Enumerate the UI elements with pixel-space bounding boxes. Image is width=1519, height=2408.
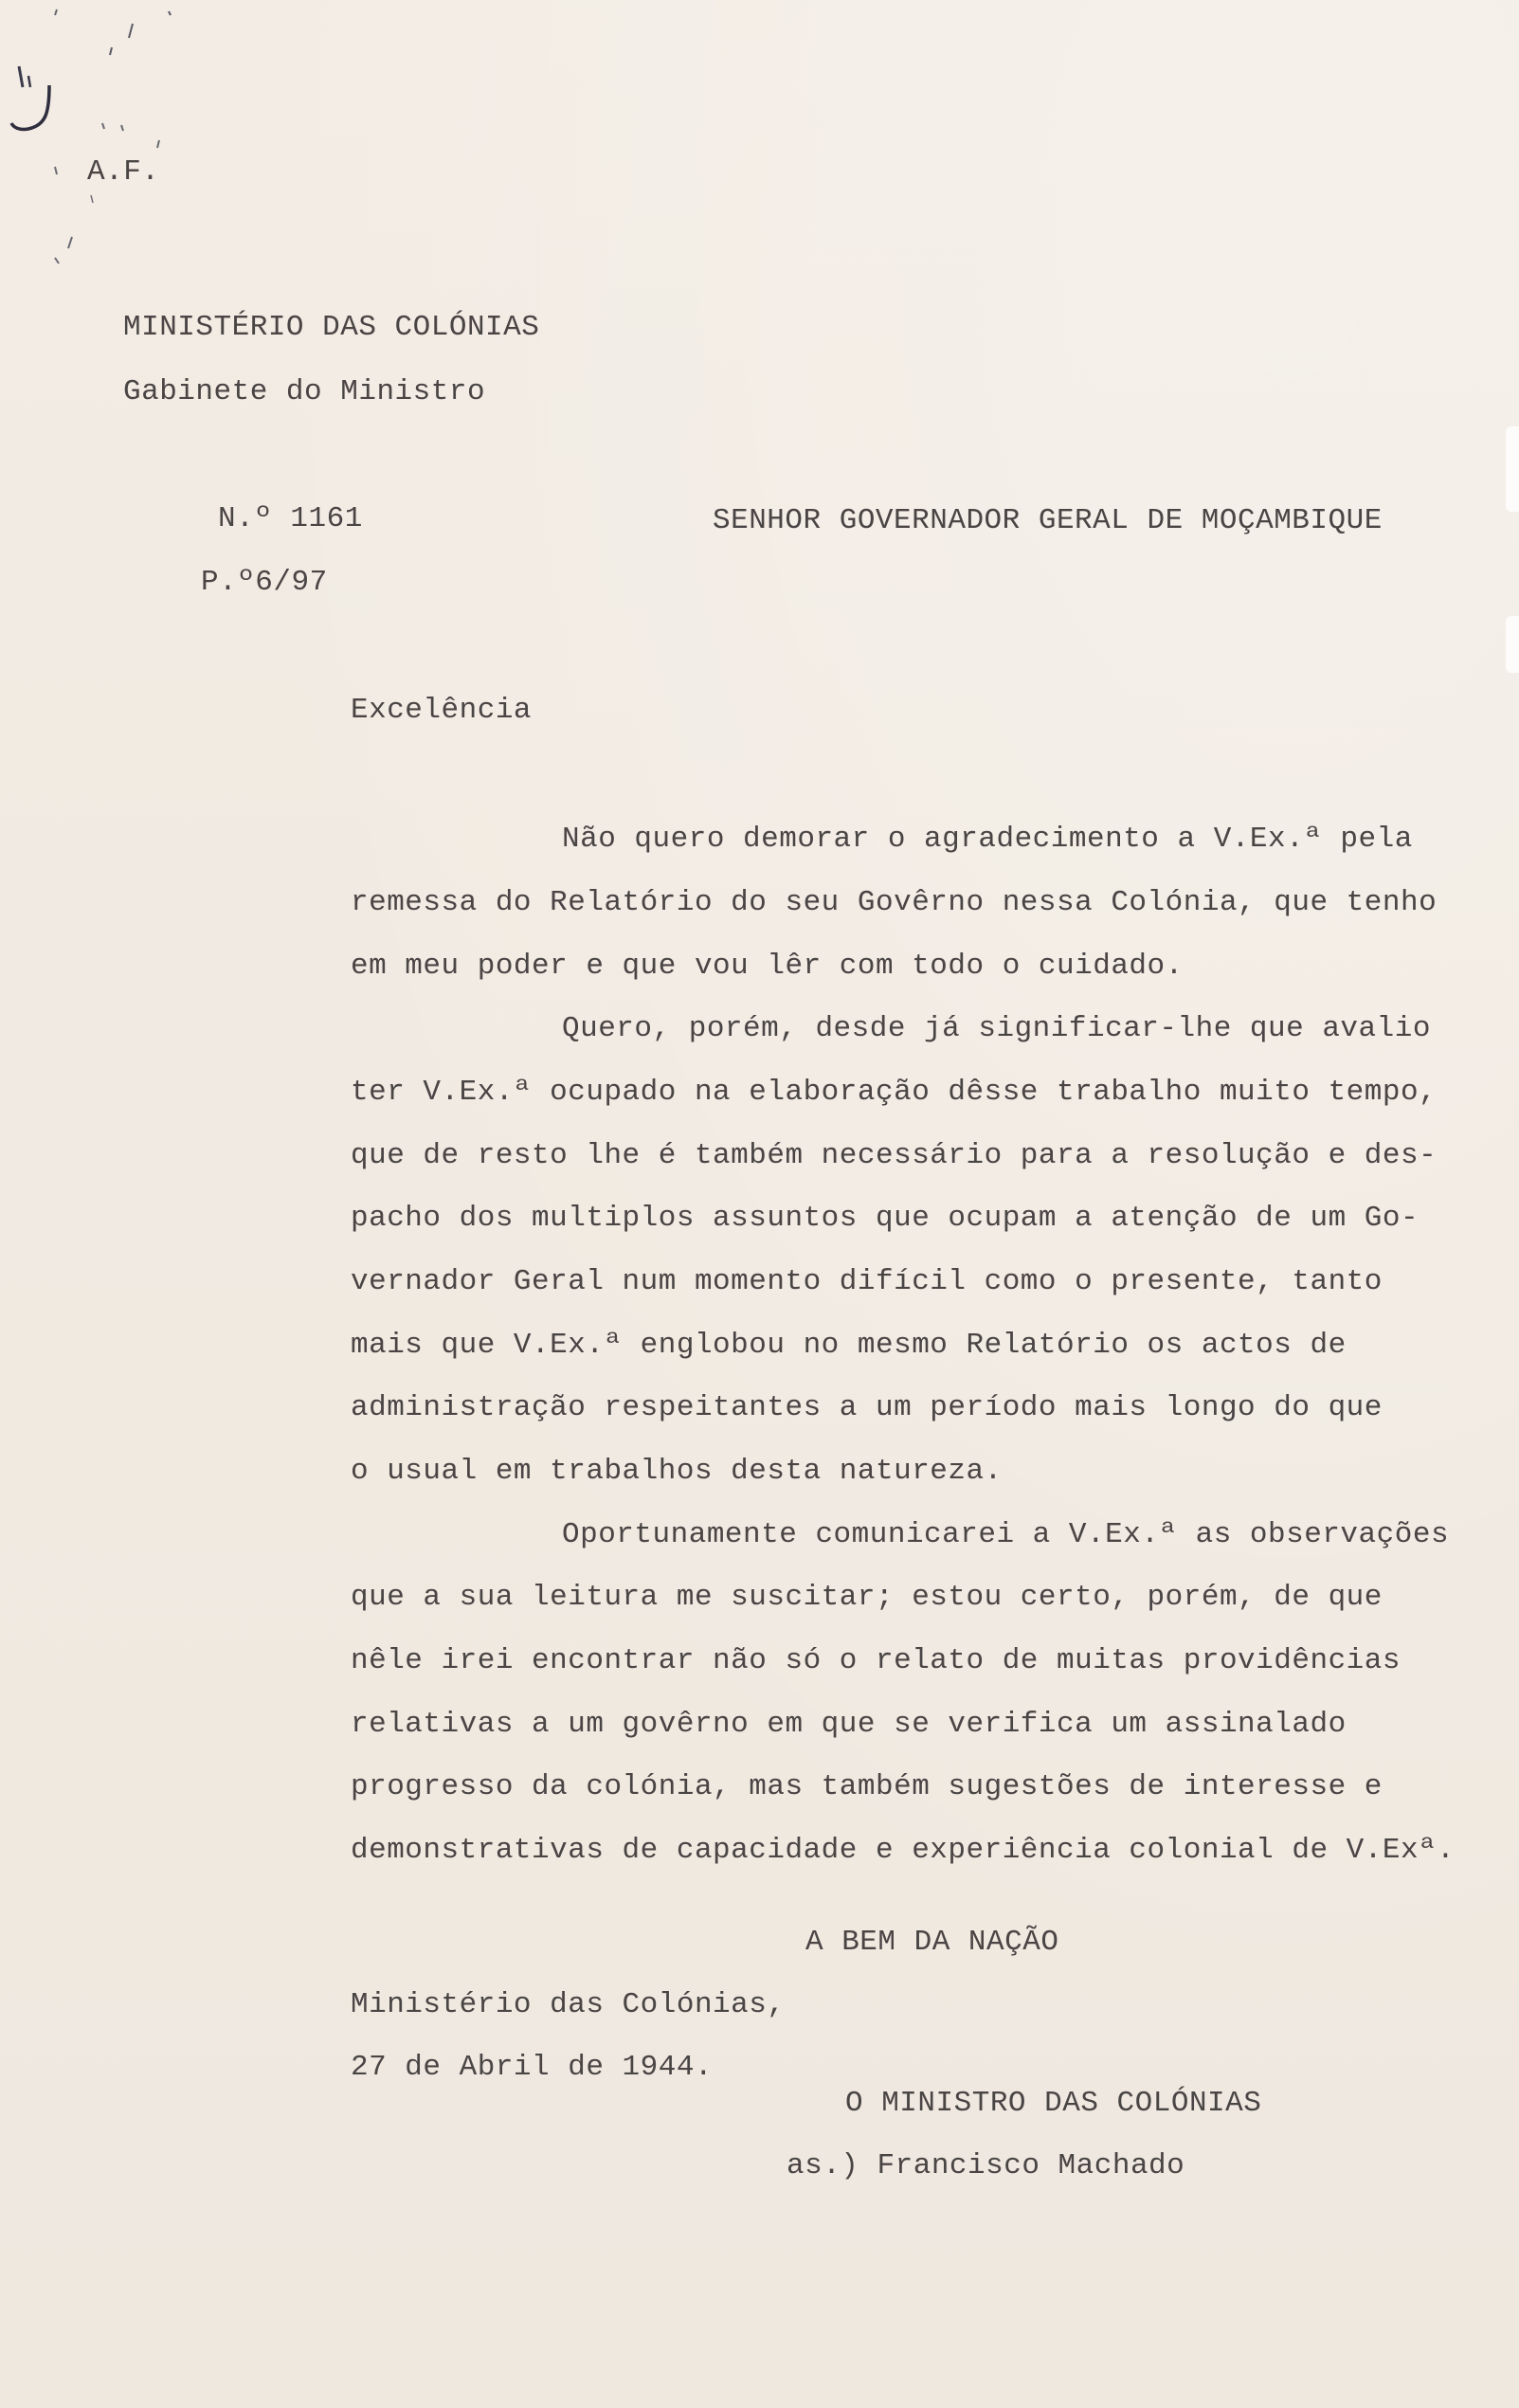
- closing-place: Ministério das Colónias,: [351, 1988, 786, 2021]
- body-line: o usual em trabalhos desta natureza.: [351, 1455, 1003, 1488]
- closing-motto: A BEM DA NAÇÃO: [805, 1926, 1059, 1959]
- body-line: que de resto lhe é também necessário para a resolução e des-: [351, 1139, 1438, 1172]
- process-number: P.º6/97: [201, 566, 328, 599]
- body-line: vernador Geral num momento difícil como o presente, tanto: [351, 1265, 1383, 1298]
- body-line: ter V.Ex.ª ocupado na elaboração dêsse trabalho muito tempo,: [351, 1076, 1438, 1109]
- margin-note: A.F.: [87, 155, 160, 189]
- body-line: em meu poder e que vou lêr com todo o cuidado.: [351, 950, 1184, 983]
- body-line: mais que V.Ex.ª englobou no mesmo Relatório os actos de: [351, 1329, 1347, 1362]
- signer-title: O MINISTRO DAS COLÓNIAS: [845, 2087, 1262, 2120]
- body-line: Não quero demorar o agradecimento a V.Ex.ª pela: [562, 823, 1413, 856]
- handwritten-marks: [0, 0, 190, 284]
- body-line: administração respeitantes a um período mais longo do que: [351, 1391, 1383, 1424]
- body-line: remessa do Relatório do seu Govêrno nessa Colónia, que tenho: [351, 886, 1438, 919]
- paper-edge-wear: [1506, 426, 1519, 512]
- body-line: relativas a um govêrno em que se verifica um assinalado: [351, 1708, 1347, 1741]
- body-line: Oportunamente comunicarei a V.Ex.ª as observações: [562, 1518, 1450, 1551]
- addressee: SENHOR GOVERNADOR GERAL DE MOÇAMBIQUE: [713, 504, 1383, 537]
- ministry-header: MINISTÉRIO DAS COLÓNIAS: [123, 311, 540, 344]
- closing-date: 27 de Abril de 1944.: [351, 2051, 714, 2084]
- body-line: progresso da colónia, mas também sugestões de interesse e: [351, 1770, 1383, 1803]
- body-line: pacho dos multiplos assuntos que ocupam a atenção de um Go-: [351, 1202, 1420, 1235]
- reference-number: N.º 1161: [218, 502, 363, 535]
- signature: as.) Francisco Machado: [787, 2149, 1185, 2182]
- body-line: Quero, porém, desde já significar-lhe que avalio: [562, 1012, 1431, 1045]
- office-header: Gabinete do Ministro: [123, 375, 486, 408]
- paper-edge-wear: [1506, 616, 1519, 673]
- body-line: demonstrativas de capacidade e experiência colonial de V.Exª.: [351, 1834, 1456, 1867]
- body-line: nêle irei encontrar não só o relato de muitas providências: [351, 1644, 1401, 1677]
- salutation: Excelência: [351, 694, 533, 727]
- body-line: que a sua leitura me suscitar; estou certo, porém, de que: [351, 1581, 1383, 1614]
